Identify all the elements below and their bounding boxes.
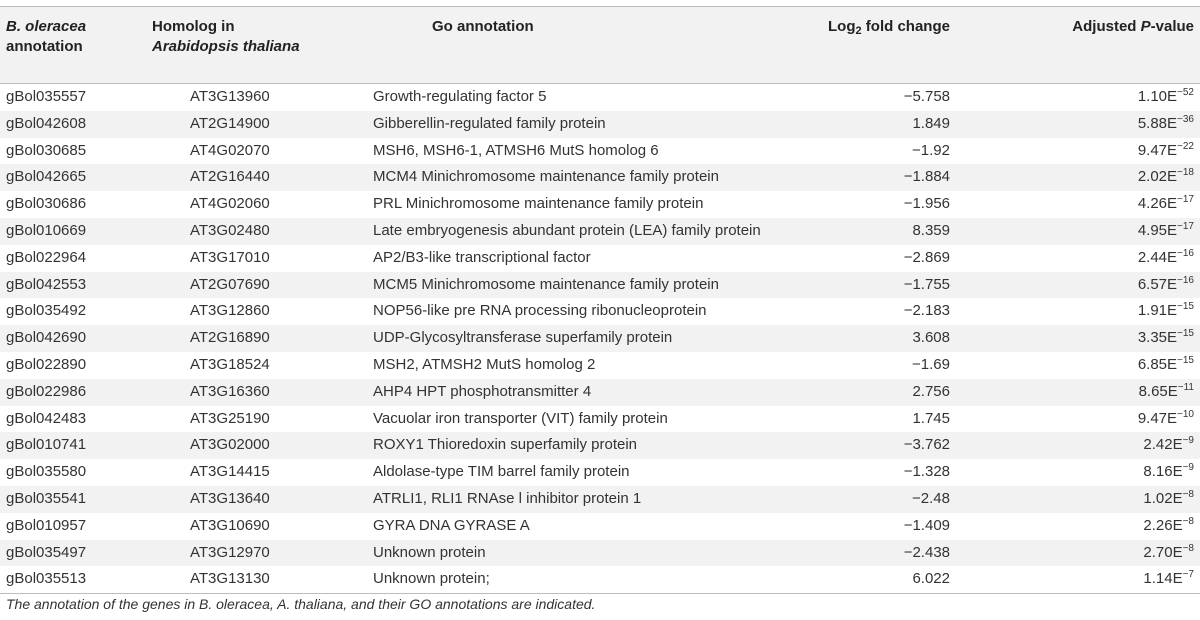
cell-fold-change: −1.884 — [903, 168, 950, 186]
cell-p-value: $1.02E^{-8}$ — [1143, 488, 1194, 507]
cell-p-value: $1.14E^{-7}$ — [1143, 569, 1194, 588]
header-bo-annotation: B. oleracea annotation — [6, 18, 87, 55]
cell-gene-id: gBol022964 — [6, 248, 87, 266]
cell-homolog: AT3G12970 — [190, 543, 270, 561]
cell-go-annotation: Unknown protein; — [373, 570, 490, 588]
cell-homolog: AT3G17010 — [190, 248, 270, 266]
table-row — [0, 432, 1200, 459]
table-row — [0, 325, 1200, 352]
cell-fold-change: −1.69 — [912, 355, 950, 373]
cell-fold-change: −1.956 — [903, 195, 950, 213]
cell-homolog: AT3G13640 — [190, 489, 270, 507]
cell-go-annotation: Growth-regulating factor 5 — [373, 88, 547, 105]
cell-homolog: AT4G02060 — [190, 195, 270, 213]
table-body — [0, 84, 1200, 594]
cell-homolog: AT3G13130 — [190, 570, 270, 588]
cell-p-value: $2.44E^{-16}$ — [1137, 247, 1194, 266]
cell-gene-id: gBol035497 — [6, 543, 87, 561]
cell-gene-id: gBol022986 — [6, 382, 87, 400]
table-row — [0, 352, 1200, 379]
table-header — [0, 6, 1200, 84]
cell-homolog: AT2G16440 — [190, 168, 270, 186]
cell-go-annotation: MCM4 Minichromosome maintenance family protein — [373, 168, 719, 186]
cell-gene-id: gBol022890 — [6, 355, 87, 373]
cell-go-annotation: Late embryogenesis abundant protein (LEA) family protein — [373, 221, 761, 239]
cell-p-value: $9.47E^{-10}$ — [1137, 408, 1194, 427]
cell-p-value: $1.10E^{-52}$ — [1137, 87, 1194, 105]
cell-fold-change: −2.48 — [912, 489, 950, 507]
cell-fold-change: −2.869 — [903, 248, 950, 266]
cell-p-value: $3.35E^{-15}$ — [1137, 328, 1194, 347]
cell-fold-change: −5.758 — [903, 88, 950, 105]
cell-fold-change: −2.183 — [903, 302, 950, 320]
cell-fold-change: −1.409 — [903, 516, 950, 534]
table-row — [0, 84, 1200, 111]
cell-p-value: $6.85E^{-15}$ — [1137, 354, 1194, 373]
cell-fold-change: −3.762 — [903, 436, 950, 454]
cell-gene-id: gBol042690 — [6, 329, 87, 347]
cell-gene-id: gBol035492 — [6, 302, 87, 320]
cell-p-value: $4.26E^{-17}$ — [1137, 194, 1194, 213]
cell-fold-change: −1.755 — [903, 275, 950, 293]
cell-fold-change: −1.92 — [912, 141, 950, 159]
header-adjusted-p-value: Adjusted P-value — [1072, 18, 1194, 35]
cell-fold-change: 3.608 — [912, 329, 950, 347]
cell-go-annotation: AP2/B3-like transcriptional factor — [373, 248, 591, 266]
cell-homolog: AT3G12860 — [190, 302, 270, 320]
table-row — [0, 164, 1200, 191]
cell-gene-id: gBol030686 — [6, 195, 87, 213]
header-log2-fold-change: Log$_2$ fold change — [828, 18, 950, 37]
cell-p-value: $8.16E^{-9}$ — [1143, 462, 1194, 481]
cell-p-value: $4.95E^{-17}$ — [1137, 220, 1194, 239]
gene-table — [0, 6, 1200, 594]
cell-homolog: AT2G16890 — [190, 329, 270, 347]
cell-homolog: AT2G14900 — [190, 114, 270, 132]
cell-p-value: $2.42E^{-9}$ — [1143, 435, 1194, 454]
cell-homolog: AT4G02070 — [190, 141, 270, 159]
cell-gene-id: gBol042483 — [6, 409, 87, 427]
header-go-annotation: Go annotation — [432, 18, 534, 35]
table-row — [0, 245, 1200, 272]
header-homolog: Homolog in Arabidopsis thaliana — [152, 18, 300, 55]
cell-p-value: $5.88E^{-36}$ — [1137, 113, 1194, 132]
cell-go-annotation: Aldolase-type TIM barrel family protein — [373, 463, 630, 481]
cell-fold-change: 1.849 — [912, 114, 950, 132]
cell-p-value: $6.57E^{-16}$ — [1137, 274, 1194, 293]
cell-go-annotation: Unknown protein — [373, 543, 486, 561]
table-row — [0, 298, 1200, 325]
table-footnote: The annotation of the genes in B. oleracea, A. thaliana, and their GO annotations are indicated. — [6, 596, 596, 612]
cell-homolog: AT3G25190 — [190, 409, 270, 427]
cell-gene-id: gBol010957 — [6, 516, 87, 534]
cell-fold-change: −1.328 — [903, 463, 950, 481]
cell-go-annotation: MSH2, ATMSH2 MutS homolog 2 — [373, 355, 596, 373]
table-row — [0, 566, 1200, 593]
cell-homolog: AT3G02480 — [190, 221, 270, 239]
table-row — [0, 540, 1200, 567]
cell-homolog: AT3G02000 — [190, 436, 270, 454]
table-row — [0, 406, 1200, 433]
cell-fold-change: 8.359 — [912, 221, 950, 239]
cell-go-annotation: NOP56-like pre RNA processing ribonucleoprotein — [373, 302, 707, 320]
cell-gene-id: gBol035541 — [6, 489, 87, 507]
table-row — [0, 111, 1200, 138]
cell-go-annotation: Vacuolar iron transporter (VIT) family protein — [373, 409, 668, 427]
cell-go-annotation: UDP-Glycosyltransferase superfamily protein — [373, 329, 673, 347]
cell-go-annotation: AHP4 HPT phosphotransmitter 4 — [373, 382, 592, 400]
cell-gene-id: gBol035580 — [6, 463, 87, 481]
cell-gene-id: gBol010741 — [6, 436, 87, 454]
cell-go-annotation: MCM5 Minichromosome maintenance family protein — [373, 275, 719, 293]
cell-p-value: $2.26E^{-8}$ — [1143, 515, 1194, 534]
cell-fold-change: 6.022 — [912, 570, 950, 588]
table-row — [0, 272, 1200, 299]
cell-homolog: AT3G10690 — [190, 516, 270, 534]
cell-p-value: $9.47E^{-22}$ — [1137, 140, 1194, 159]
table-row — [0, 459, 1200, 486]
cell-fold-change: 1.745 — [912, 409, 950, 427]
cell-go-annotation: PRL Minichromosome maintenance family protein — [373, 195, 704, 213]
cell-p-value: $1.91E^{-15}$ — [1137, 301, 1194, 320]
cell-homolog: AT3G13960 — [190, 88, 270, 105]
table-row — [0, 138, 1200, 165]
cell-go-annotation: ROXY1 Thioredoxin superfamily protein — [373, 436, 638, 454]
table-row — [0, 379, 1200, 406]
cell-go-annotation: ATRLI1, RLI1 RNAse l inhibitor protein 1 — [373, 489, 642, 507]
cell-homolog: AT3G18524 — [190, 355, 270, 373]
cell-p-value: $2.70E^{-8}$ — [1143, 542, 1194, 561]
cell-gene-id: gBol042608 — [6, 114, 87, 132]
cell-go-annotation: MSH6, MSH6-1, ATMSH6 MutS homolog 6 — [373, 141, 659, 159]
cell-fold-change: 2.756 — [912, 382, 950, 400]
cell-go-annotation: Gibberellin-regulated family protein — [373, 114, 606, 132]
cell-p-value: $8.65E^{-11}$ — [1138, 381, 1194, 400]
cell-homolog: AT3G14415 — [190, 463, 270, 481]
cell-gene-id: gBol010669 — [6, 221, 87, 239]
cell-gene-id: gBol042553 — [6, 275, 87, 293]
table-row — [0, 513, 1200, 540]
cell-p-value: $2.02E^{-18}$ — [1137, 167, 1194, 186]
cell-go-annotation: GYRA DNA GYRASE A — [373, 516, 530, 534]
cell-gene-id: gBol035513 — [6, 570, 87, 588]
table-row — [0, 486, 1200, 513]
table-row — [0, 218, 1200, 245]
cell-gene-id: gBol042665 — [6, 168, 87, 186]
cell-gene-id: gBol030685 — [6, 141, 87, 159]
cell-gene-id: gBol035557 — [6, 88, 87, 105]
table-row — [0, 191, 1200, 218]
cell-fold-change: −2.438 — [903, 543, 950, 561]
cell-homolog: AT3G16360 — [190, 382, 270, 400]
cell-homolog: AT2G07690 — [190, 275, 270, 293]
